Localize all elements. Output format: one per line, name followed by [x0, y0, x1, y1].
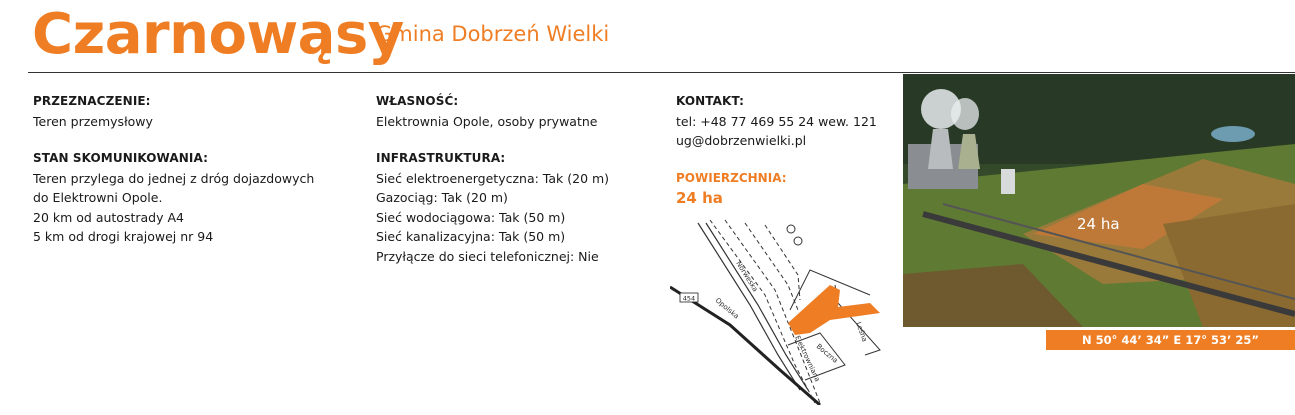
street-label-opolska: Opolska — [713, 296, 741, 321]
infrastructure-line: Przyłącze do sieci telefonicznej: Nie — [376, 248, 599, 264]
area-heading: POWIERZCHNIA: — [676, 170, 787, 185]
ownership-heading: WŁASNOŚĆ: — [376, 94, 459, 108]
access-line: 20 km od autostrady A4 — [33, 209, 184, 225]
coordinates-banner: N 50° 44’ 34” E 17° 53’ 25” — [1046, 330, 1295, 350]
road-number-label: 454 — [682, 294, 696, 303]
access-line: do Elektrowni Opole. — [33, 190, 163, 205]
header-divider — [28, 72, 1295, 73]
contact-email[interactable]: ug@dobrzenwielki.pl — [676, 133, 807, 148]
page-title: Czarnowąsy — [32, 2, 404, 67]
street-label-lesna: Leśna — [854, 320, 869, 343]
street-label-boczna: Boczna — [814, 342, 840, 365]
photo-area-label: 24 ha — [1077, 215, 1120, 233]
aerial-photo — [903, 74, 1295, 327]
access-line: Teren przylega do jednej z dróg dojazdowych — [33, 170, 315, 186]
street-label-norweska: Norweska — [734, 259, 760, 294]
purpose-value: Teren przemysłowy — [33, 113, 153, 129]
municipality-subtitle: Gmina Dobrzeń Wielki — [376, 22, 610, 46]
infrastructure-line: Gazociąg: Tak (20 m) — [376, 190, 508, 205]
infrastructure-line: Sieć kanalizacyjna: Tak (50 m) — [376, 229, 566, 244]
infrastructure-heading: INFRASTRUKTURA: — [376, 151, 506, 165]
contact-phone: tel: +48 77 469 55 24 wew. 121 — [676, 113, 877, 129]
street-label-elektrowniana: Elektrowniana — [793, 334, 822, 383]
location-map — [670, 215, 890, 405]
plot-area-shape — [788, 285, 880, 335]
area-value: 24 ha — [676, 189, 723, 207]
contact-heading: KONTAKT: — [676, 94, 744, 108]
map-marker-circle — [787, 225, 795, 233]
column-purpose-access — [33, 92, 363, 247]
column-ownership-infrastructure — [376, 92, 666, 266]
infrastructure-line: Sieć elektroenergetyczna: Tak (20 m) — [376, 170, 610, 186]
infrastructure-line: Sieć wodociągowa: Tak (50 m) — [376, 209, 566, 225]
purpose-heading: PRZEZNACZENIE: — [33, 94, 151, 108]
ownership-value: Elektrownia Opole, osoby prywatne — [376, 113, 598, 129]
access-line: 5 km od drogi krajowej nr 94 — [33, 229, 214, 244]
access-heading: STAN SKOMUNIKOWANIA: — [33, 151, 208, 165]
map-marker-circle — [794, 237, 802, 245]
column-contact-area — [676, 92, 896, 208]
